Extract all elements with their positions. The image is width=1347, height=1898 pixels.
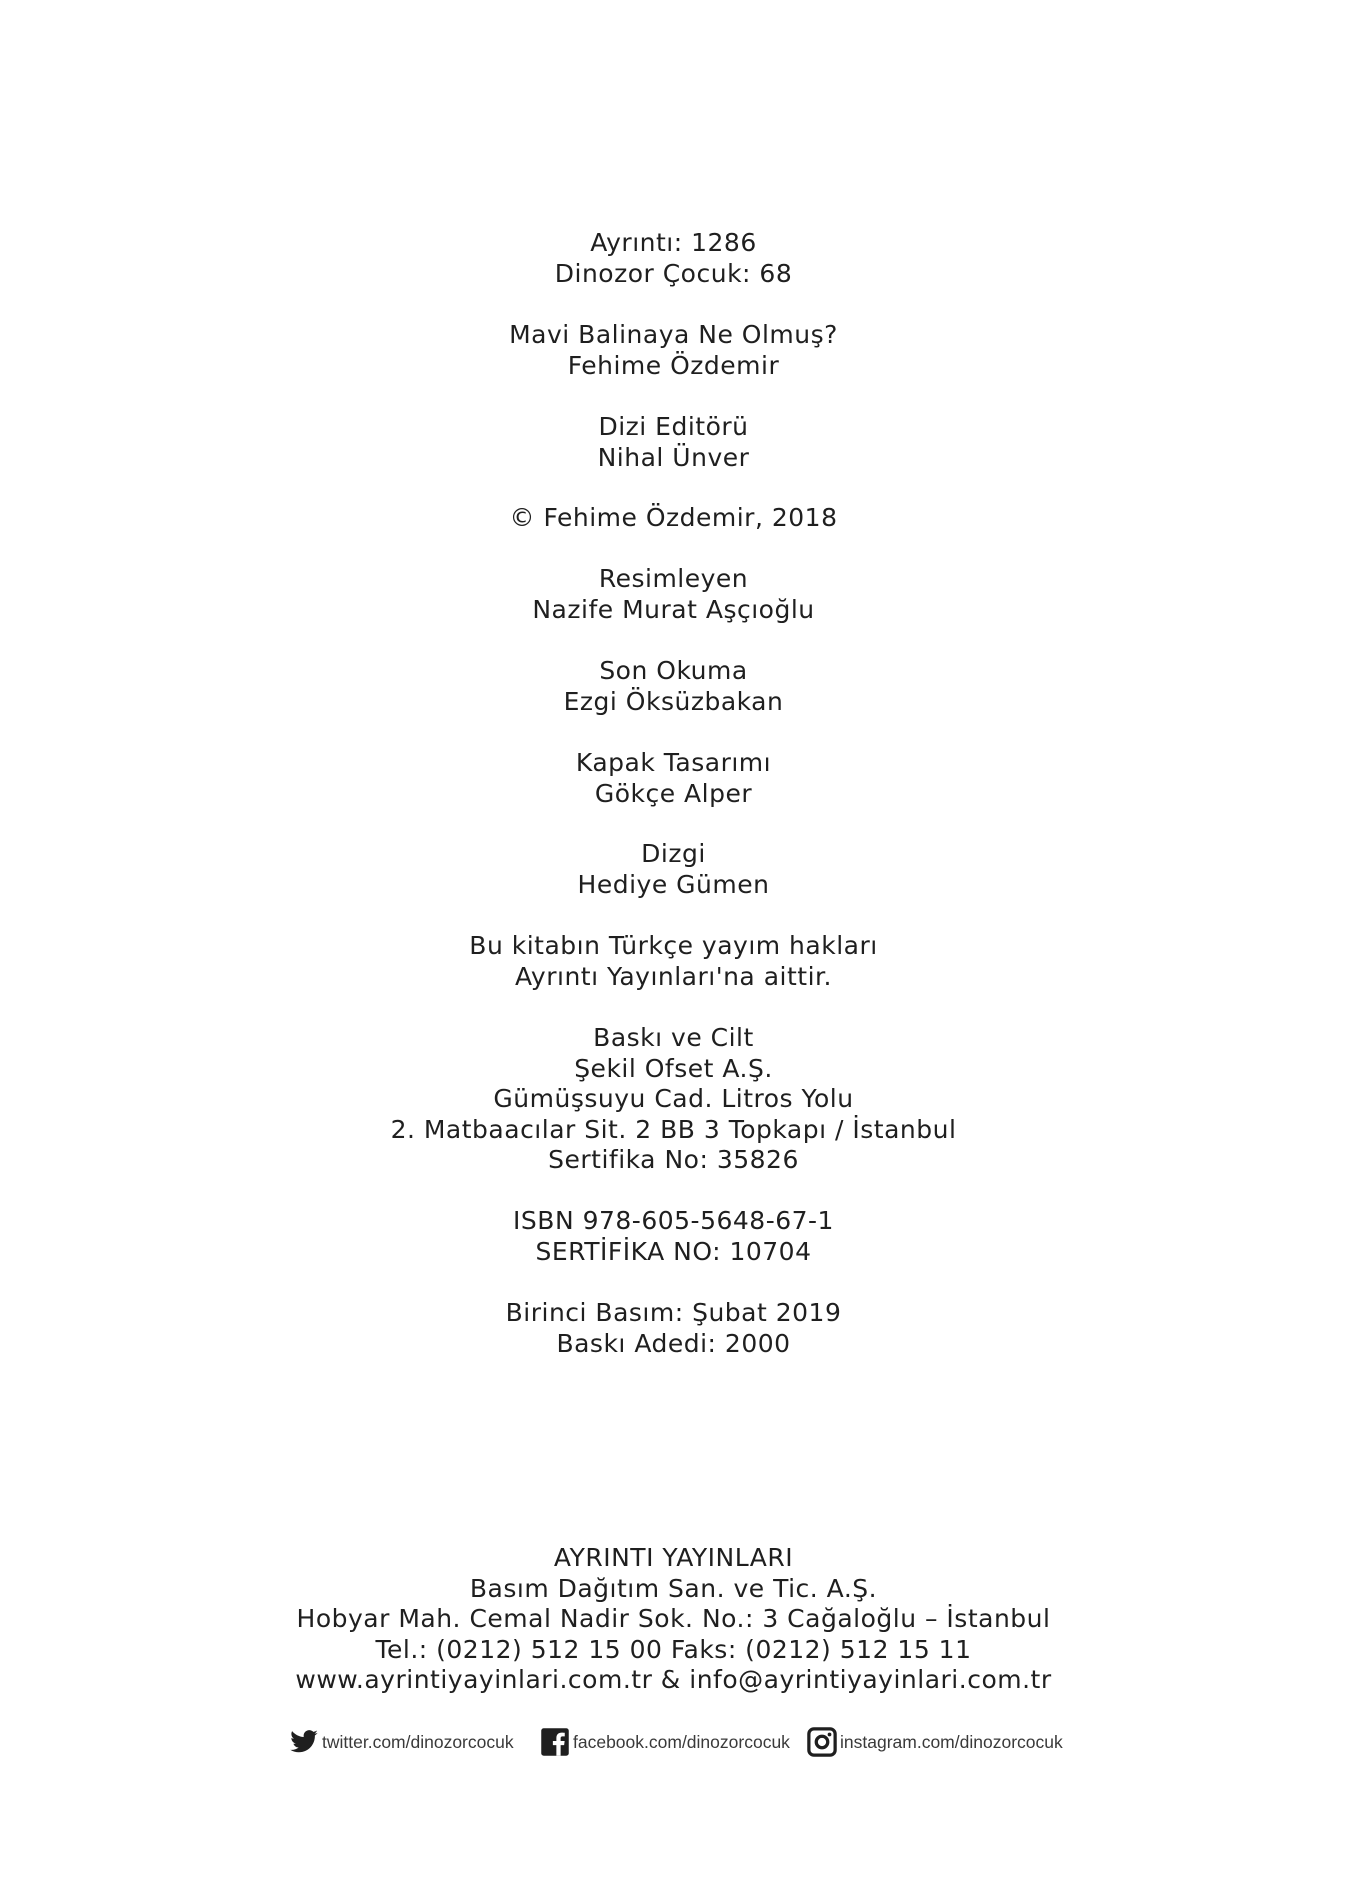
typesetting-name: Hediye Gümen [577,869,770,899]
book-title: Mavi Balinaya Ne Olmuş? [509,320,838,349]
edition-count: Baskı Adedi: 2000 [556,1328,791,1358]
book-block [0,320,1347,381]
series-ayrinti: Ayrıntı: 1286 [590,228,757,257]
series-dinozor: Dinozor Çocuk: 68 [554,258,793,288]
printing-block [0,1023,1347,1176]
instagram-icon [807,1727,837,1757]
social-twitter[interactable] [289,1725,514,1759]
cover-name: Gökçe Alper [594,778,753,808]
printing-company: Şekil Ofset A.Ş. [574,1053,773,1083]
proofreading-label: Son Okuma [599,656,748,685]
publisher-block [0,1543,1347,1696]
publisher-address: Hobyar Mah. Cemal Nadir Sok. No.: 3 Cağaloğlu – İstanbul [296,1604,1051,1633]
proofreading-name: Ezgi Öksüzbakan [563,686,784,716]
publisher-company: Basım Dağıtım San. ve Tic. A.Ş. [469,1573,878,1603]
cover-label: Kapak Tasarımı [575,748,772,777]
twitter-link-text[interactable]: twitter.com/dinozorcocuk [322,1731,514,1752]
printing-address2: 2. Matbaacılar Sit. 2 BB 3 Topkapı / İstanbul [390,1114,957,1144]
editor-block [0,412,1347,473]
publisher-web: www.ayrintiyayinlari.com.tr & info@ayrintiyayinlari.com.tr [295,1665,1052,1694]
proofreading-block [0,656,1347,717]
edition-block [0,1298,1347,1359]
instagram-link-text[interactable]: instagram.com/dinozorcocuk [840,1731,1063,1752]
editor-label: Dizi Editörü [598,412,749,441]
series-block [0,228,1347,289]
printing-certificate: Sertifika No: 35826 [548,1145,799,1174]
edition-first: Birinci Basım: Şubat 2019 [505,1298,842,1327]
illustrator-name: Nazife Murat Aşçıoğlu [532,594,815,624]
typesetting-block [0,839,1347,900]
cover-block [0,748,1347,809]
printing-label: Baskı ve Cilt [593,1023,754,1052]
publisher-name: AYRINTI YAYINLARI [553,1543,794,1572]
book-author: Fehime Özdemir [567,350,780,380]
copyright-block [0,503,1347,534]
isbn-block [0,1206,1347,1267]
rights-line1: Bu kitabın Türkçe yayım hakları [469,931,878,960]
copyright-line: © Fehime Özdemir, 2018 [509,503,838,532]
typesetting-label: Dizgi [641,839,706,868]
illustrator-block [0,564,1347,625]
rights-block [0,931,1347,992]
facebook-link-text[interactable]: facebook.com/dinozorcocuk [573,1731,790,1752]
facebook-icon [540,1727,570,1757]
isbn-certificate: SERTİFİKA NO: 10704 [535,1236,812,1266]
editor-name: Nihal Ünver [597,442,750,472]
twitter-icon [289,1727,319,1757]
isbn-number: ISBN 978-605-5648-67-1 [513,1206,834,1235]
publisher-phone: Tel.: (0212) 512 15 00 Faks: (0212) 512 15 11 [375,1634,972,1664]
social-instagram[interactable] [807,1725,1063,1759]
printing-address1: Gümüşsuyu Cad. Litros Yolu [493,1084,854,1113]
rights-line2: Ayrıntı Yayınları'na aittir. [515,961,832,991]
social-facebook[interactable] [540,1725,790,1759]
illustrator-label: Resimleyen [598,564,749,593]
